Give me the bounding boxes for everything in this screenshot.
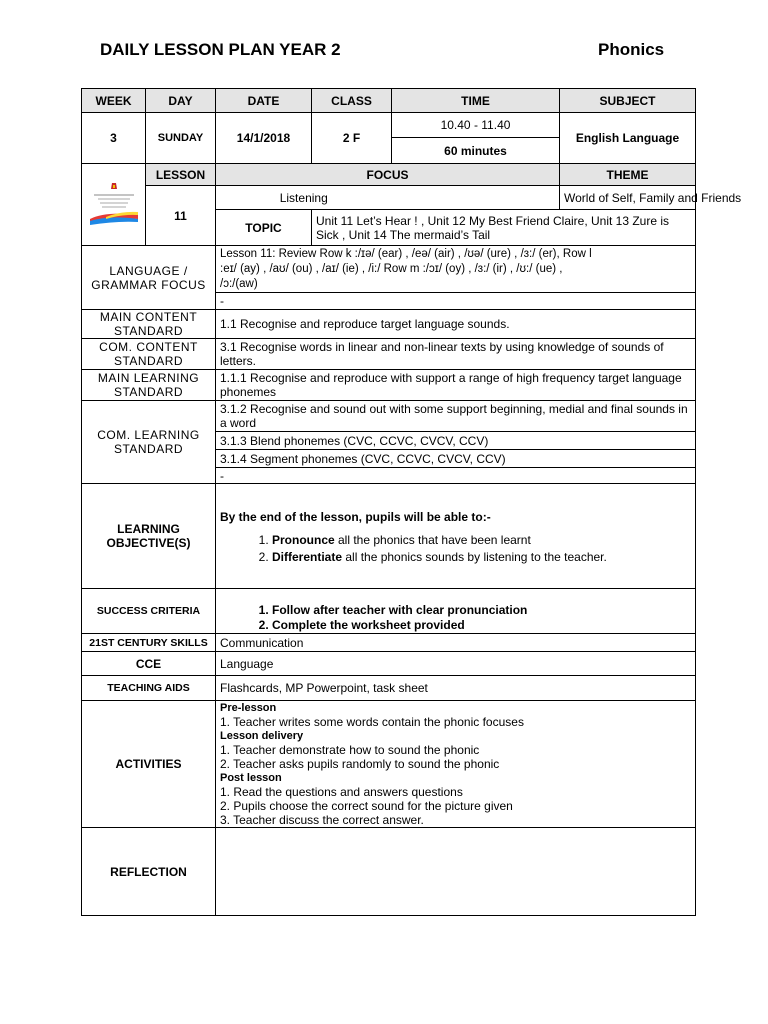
- teaching-aids-value: Flashcards, MP Powerpoint, task sheet: [216, 676, 696, 701]
- duration-value: 60 minutes: [392, 138, 560, 164]
- lesson-label: LESSON: [146, 164, 216, 186]
- header-week: WEEK: [82, 89, 146, 113]
- objective-item: 1. Pronounce all the phonics that have been learnt: [272, 532, 691, 549]
- reflection-label: REFLECTION: [82, 828, 216, 916]
- objectives-intro: By the end of the lesson, pupils will be able to:-: [220, 510, 491, 524]
- cce-label: CCE: [82, 652, 216, 676]
- activities-post-heading: Post lesson: [220, 772, 282, 784]
- com-content-standard-value: 3.1 Recognise words in linear and non-linear texts by using knowledge of sounds of letters.: [216, 339, 696, 370]
- language-focus-extra: -: [216, 293, 696, 310]
- activities-delivery-heading: Lesson delivery: [220, 730, 304, 742]
- main-learning-standard-value: 1.1.1 Recognise and reproduce with support a range of high frequency target language phonemes: [216, 370, 696, 401]
- theme-value-spill: [392, 186, 560, 210]
- activities-step: 2. Pupils choose the correct sound for the picture given: [220, 799, 513, 813]
- com-learning-standard-item: 3.1.4 Segment phonemes (CVC, CCVC, CVCV, CCV): [216, 450, 696, 468]
- main-content-standard-label: MAIN CONTENT STANDARD: [82, 310, 216, 339]
- week-value: 3: [82, 113, 146, 164]
- main-learning-standard-label: MAIN LEARNING STANDARD: [82, 370, 216, 401]
- focus-label: FOCUS: [216, 164, 560, 186]
- com-content-standard-label: COM. CONTENT STANDARD: [82, 339, 216, 370]
- objective-item: 2. Differentiate all the phonics sounds by listening to the teacher.: [272, 549, 691, 566]
- document-title: DAILY LESSON PLAN YEAR 2: [100, 40, 341, 59]
- header-subject: SUBJECT: [560, 89, 696, 113]
- topic-value: Unit 11 Let’s Hear ! , Unit 12 My Best Friend Claire, Unit 13 Zure is Sick , Unit 14 The mermaid’s Tail: [312, 210, 696, 246]
- activities-pre-heading: Pre-lesson: [220, 702, 277, 714]
- activities-step: 3. Teacher discuss the correct answer.: [220, 813, 424, 827]
- subject-value: English Language: [560, 113, 696, 164]
- main-content-standard-value: 1.1 Recognise and reproduce target language sounds.: [216, 310, 696, 339]
- cce-value: Language: [216, 652, 696, 676]
- language-focus-line-2: :eɪ/ (ay) , /aʊ/ (ou) , /aɪ/ (ie) , /i:/ Row m :/ɔɪ/ (oy) , /ɜ:/ (ir) , /ʊ:/ (ue) ,: [220, 262, 563, 275]
- theme-value: World of Self, Family and Friends: [560, 186, 696, 210]
- activities-step: 1. Teacher writes some words contain the phonic focuses: [220, 715, 524, 729]
- school-logo-icon: [86, 181, 142, 225]
- com-learning-standard-item: 3.1.2 Recognise and sound out with some support beginning, medial and final sounds in a word: [216, 401, 696, 432]
- time-value: 10.40 - 11.40: [392, 113, 560, 138]
- skills-value: Communication: [216, 634, 696, 652]
- com-learning-standard-label: COM. LEARNING STANDARD: [82, 401, 216, 484]
- language-focus-line-1: Lesson 11: Review Row k :/ɪə/ (ear) , /eə/ (air) , /ʊə/ (ure) , /ɜ:/ (er), Row l: [220, 247, 592, 260]
- language-focus-value: [216, 246, 696, 293]
- lesson-number: 11: [146, 186, 216, 246]
- success-criteria-list: [220, 603, 691, 633]
- theme-label: THEME: [560, 164, 696, 186]
- lesson-plan-table: [81, 88, 742, 916]
- activities-label: ACTIVITIES: [82, 701, 216, 828]
- school-logo-cell: [82, 164, 146, 246]
- objectives-list: [220, 532, 691, 566]
- focus-value: Listening: [216, 186, 392, 210]
- activities-step: 1. Teacher demonstrate how to sound the phonic: [220, 743, 480, 757]
- date-value: 14/1/2018: [216, 113, 312, 164]
- success-criteria-label: SUCCESS CRITERIA: [82, 589, 216, 634]
- header-class: CLASS: [312, 89, 392, 113]
- com-learning-standard-item: -: [216, 468, 696, 484]
- skills-label: 21ST CENTURY SKILLS: [82, 634, 216, 652]
- success-criteria-value: [216, 589, 696, 634]
- header-day: DAY: [146, 89, 216, 113]
- activities-value: [216, 701, 696, 828]
- document-subject-heading: Phonics: [598, 40, 665, 59]
- class-value: 2 F: [312, 113, 392, 164]
- header-time: TIME: [392, 89, 560, 113]
- language-focus-line-3: /ɔ:/(aw): [220, 277, 258, 290]
- activities-step: 1. Read the questions and answers questions: [220, 785, 463, 799]
- activities-step: 2. Teacher asks pupils randomly to sound the phonic: [220, 757, 500, 771]
- success-criteria-item: 1. Follow after teacher with clear pronunciation: [272, 603, 691, 618]
- topic-label: TOPIC: [216, 210, 312, 246]
- day-value: SUNDAY: [146, 113, 216, 164]
- reflection-value: [216, 828, 696, 916]
- learning-objectives-value: [216, 484, 696, 589]
- language-focus-label: LANGUAGE / GRAMMAR FOCUS: [82, 246, 216, 310]
- header-date: DATE: [216, 89, 312, 113]
- learning-objectives-label: LEARNING OBJECTIVE(S): [82, 484, 216, 589]
- com-learning-standard-item: 3.1.3 Blend phonemes (CVC, CCVC, CVCV, CCV): [216, 432, 696, 450]
- teaching-aids-label: TEACHING AIDS: [82, 676, 216, 701]
- success-criteria-item: 2. Complete the worksheet provided: [272, 618, 691, 633]
